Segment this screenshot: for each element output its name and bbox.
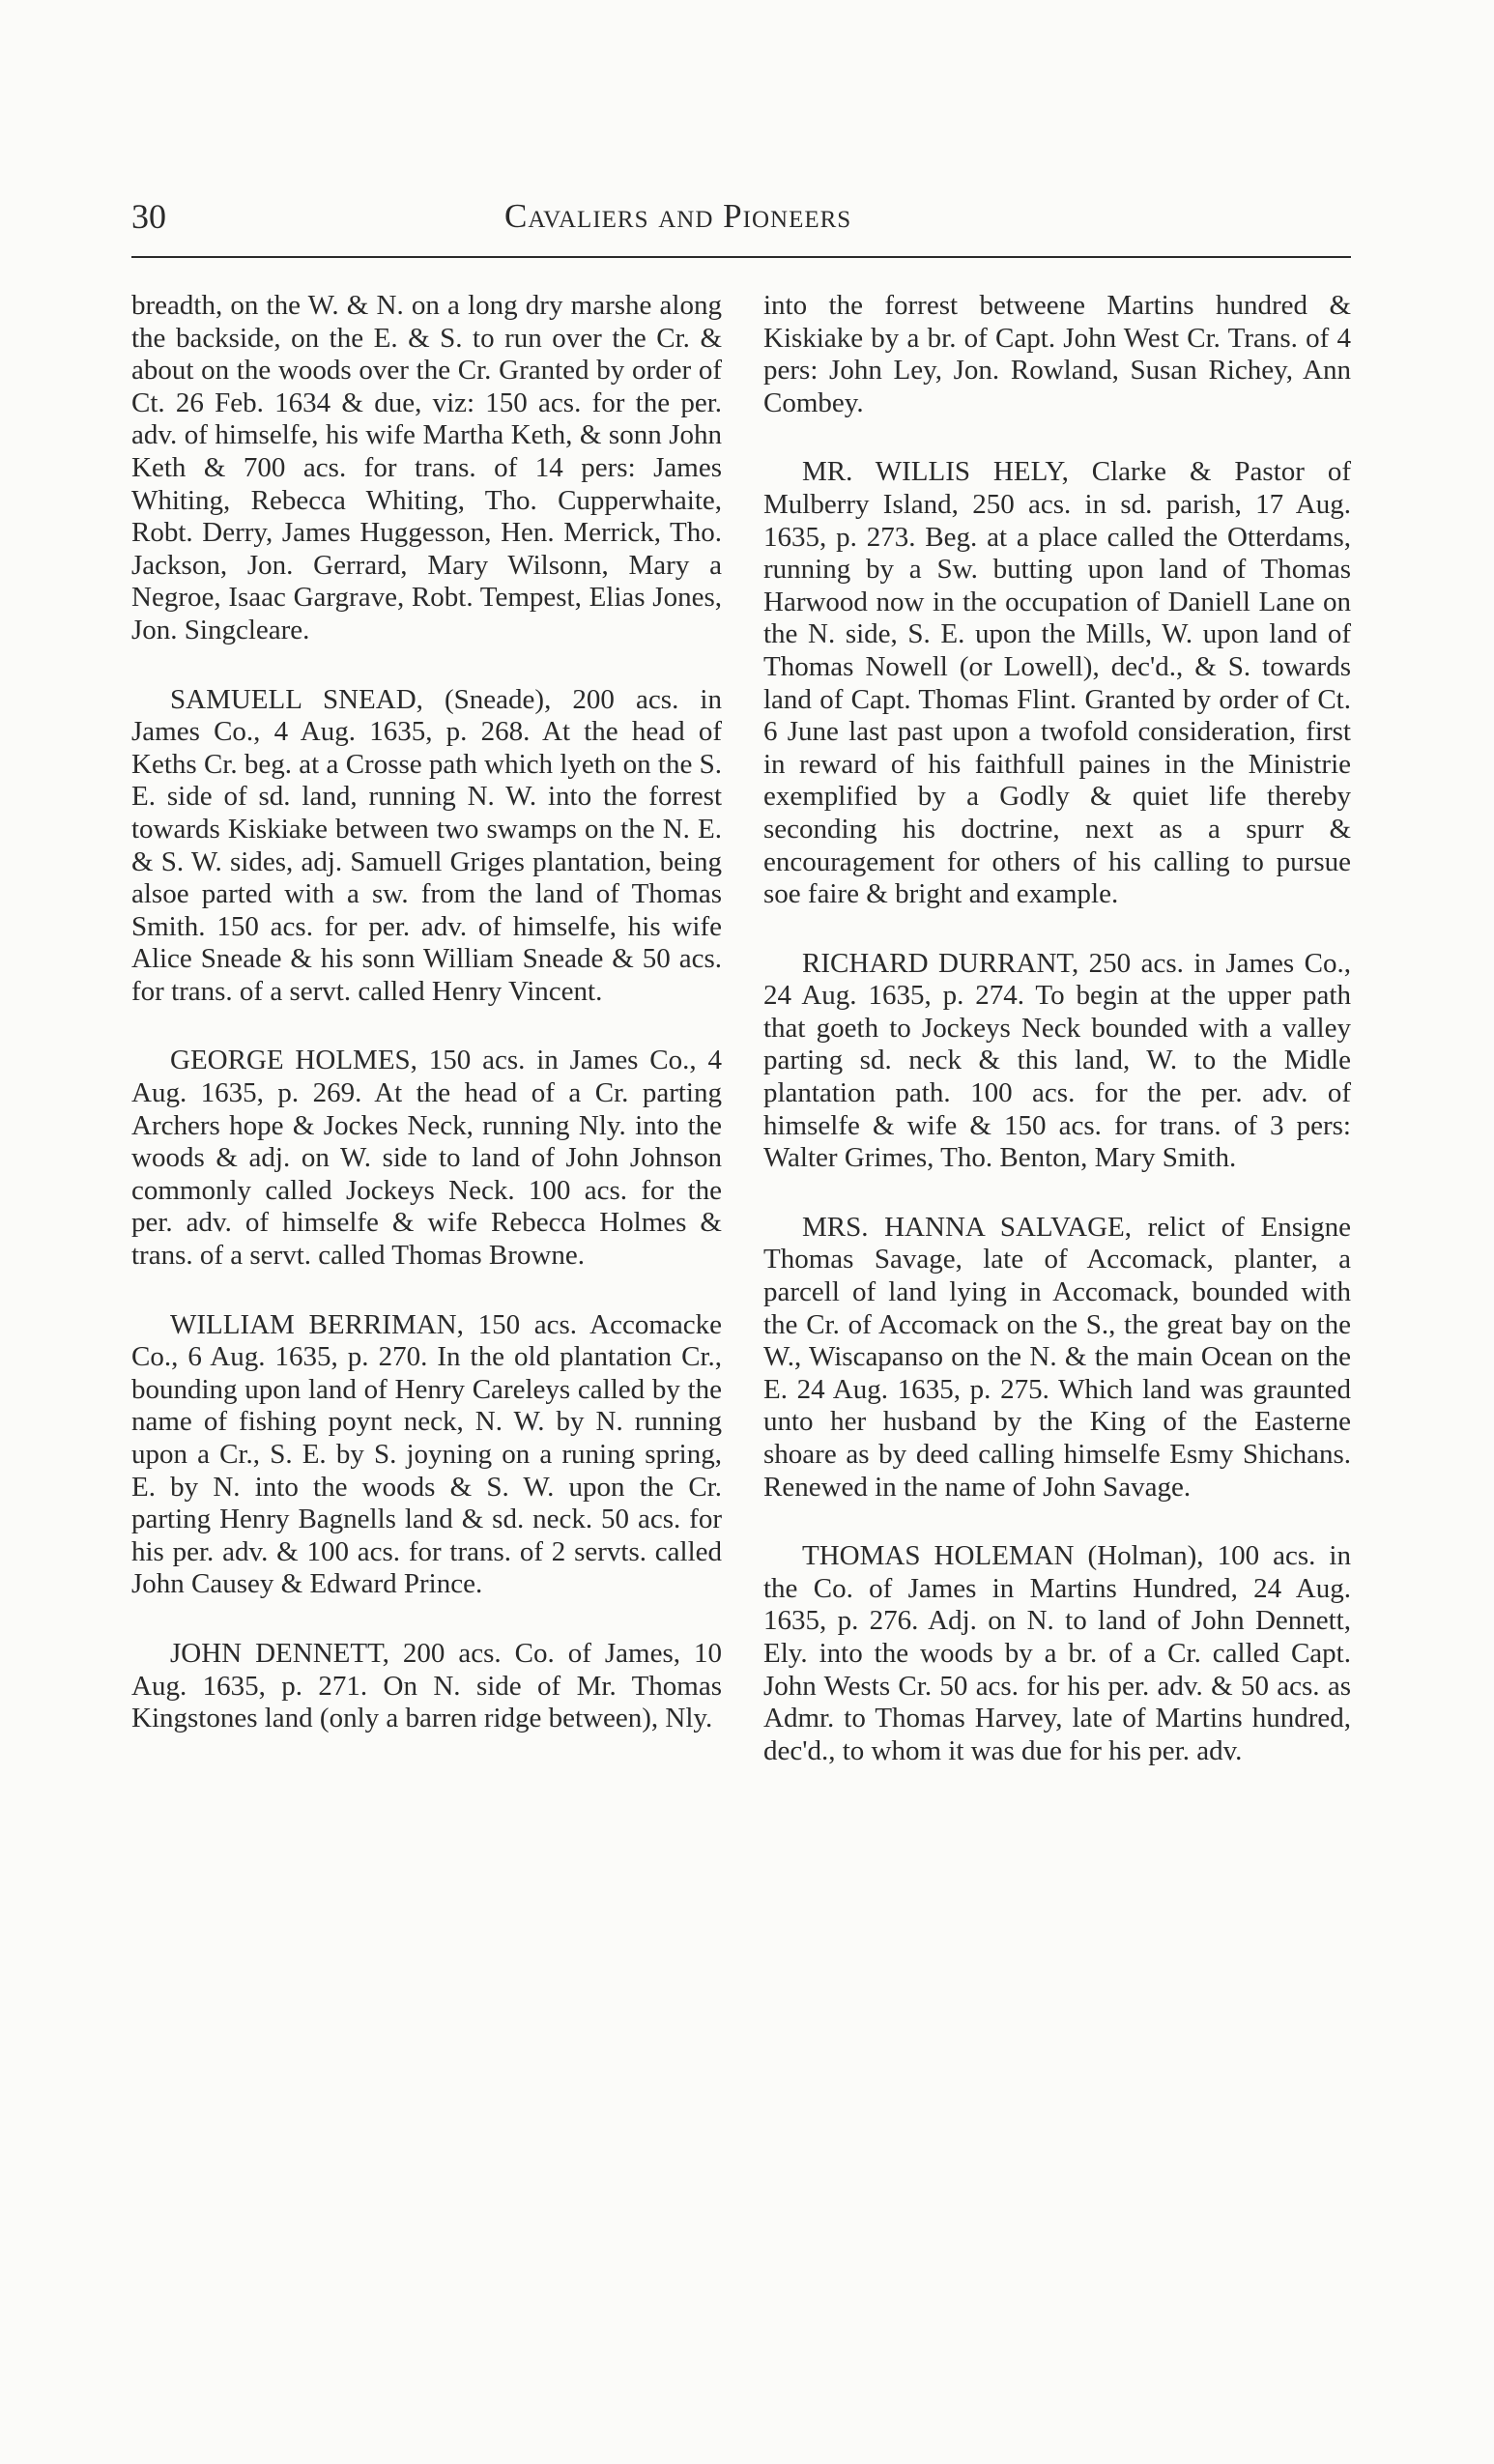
entry-john-dennett-continued: into the forrest betweene Martins hundred & Kiskiake by a br. of Capt. John West Cr. Trans. of 4 pers: John Ley, Jon. Rowland, Susan Richey, Ann Combey. <box>763 290 1351 418</box>
entry-thomas-holeman: THOMAS HOLEMAN (Holman), 100 acs. in the Co. of James in Martins Hundred, 24 Aug. 1635, p. 276. Adj. on N. to land of John Dennett, Ely. into the woods by a br. of a Cr. called Capt. John Wests Cr. 50 acs. for his per. adv. & 50 acs. as Admr. to Thomas Harvey, late of Martins hundred, dec'd., to whom it was due for his per. adv. <box>763 1540 1351 1766</box>
entry-richard-durrant: RICHARD DURRANT, 250 acs. in James Co., 24 Aug. 1635, p. 274. To begin at the upper path that goeth to Jockeys Neck bounded with a valley parting sd. neck & this land, W. to the Midle plantation path. 100 acs. for the per. adv. of himselfe & wife & 150 acs. for trans. of 3 pers: Walter Grimes, Tho. Benton, Mary Smith. <box>763 947 1351 1174</box>
header-rule <box>131 256 1351 258</box>
entry-continuation: breadth, on the W. & N. on a long dry marshe along the backside, on the E. & S. to run over the Cr. & about on the woods over the Cr. Granted by order of Ct. 26 Feb. 1634 & due, viz: 150 acs. for the per. adv. of himselfe, his wife Martha Keth, & sonn John Keth & 700 acs. for trans. of 14 pers: James Whiting, Rebecca Whiting, Tho. Cupperwhaite, Robt. Derry, James Huggesson, Hen. Merrick, Tho. Jackson, Jon. Gerrard, Mary Wilsonn, Mary a Negroe, Isaac Gargrave, Robt. Tempest, Elias Jones, Jon. Singcleare. <box>131 290 722 645</box>
entry-william-berriman: WILLIAM BERRIMAN, 150 acs. Accomacke Co., 6 Aug. 1635, p. 270. In the old plantation Cr., bounding upon land of Henry Careleys called by the name of fishing poynt neck, N. W. by N. running upon a Cr., S. E. by S. joyning on a runing spring, E. by N. into the woods & S. W. upon the Cr. parting Henry Bagnells land & sd. neck. 50 acs. for his per. adv. & 100 acs. for trans. of 2 servts. called John Causey & Edward Prince. <box>131 1308 722 1600</box>
running-head: Cavaliers and Pioneers <box>504 197 852 235</box>
left-column <box>131 290 722 1772</box>
entry-hanna-salvage: MRS. HANNA SALVAGE, relict of Ensigne Thomas Savage, late of Accomack, planter, a parcell of land lying in Accomack, bounded with the Cr. of Accomack on the S., the great bay on the W., Wiscapanso on the N. & the main Ocean on the E. 24 Aug. 1635, p. 275. Which land was graunted unto her husband by the King of the Easterne shoare as by deed calling himselfe Esmy Shichans. Renewed in the name of John Savage. <box>763 1211 1351 1503</box>
page-number: 30 <box>131 197 166 236</box>
entry-willis-hely: MR. WILLIS HELY, Clarke & Pastor of Mulberry Island, 250 acs. in sd. parish, 17 Aug. 1635, p. 273. Beg. at a place called the Otterdams, running by a Sw. butting upon land of Thomas Harwood now in the occupation of Daniell Lane on the N. side, S. E. upon the Mills, W. upon land of Thomas Nowell (or Lowell), dec'd., & S. towards land of Capt. Thomas Flint. Granted by order of Ct. 6 June last past upon a twofold consideration, first in reward of his faithfull paines in the Ministrie exemplified by a Godly & quiet life thereby seconding his doctrine, next as a spurr & encouragement for others of his calling to pursue soe faire & bright and example. <box>763 456 1351 910</box>
right-column <box>763 290 1351 1804</box>
entry-samuell-snead: SAMUELL SNEAD, (Sneade), 200 acs. in James Co., 4 Aug. 1635, p. 268. At the head of Keths Cr. beg. at a Crosse path which lyeth on the S. E. side of sd. land, running N. W. into the forrest towards Kiskiake between two swamps on the N. E. & S. W. sides, adj. Samuell Griges plantation, being alsoe parted with a sw. from the land of Thomas Smith. 150 acs. for per. adv. of himselfe, his wife Alice Sneade & his sonn William Sneade & 50 acs. for trans. of a servt. called Henry Vincent. <box>131 683 722 1007</box>
entry-john-dennett: JOHN DENNETT, 200 acs. Co. of James, 10 Aug. 1635, p. 271. On N. side of Mr. Thomas Kingstones land (only a barren ridge between), Nly. <box>131 1637 722 1734</box>
entry-george-holmes: GEORGE HOLMES, 150 acs. in James Co., 4 Aug. 1635, p. 269. At the head of a Cr. parting Archers hope & Jockes Neck, running Nly. into the woods & adj. on W. side to land of John Johnson commonly called Jockeys Neck. 100 acs. for the per. adv. of himselfe & wife Rebecca Holmes & trans. of a servt. called Thomas Browne. <box>131 1045 722 1272</box>
